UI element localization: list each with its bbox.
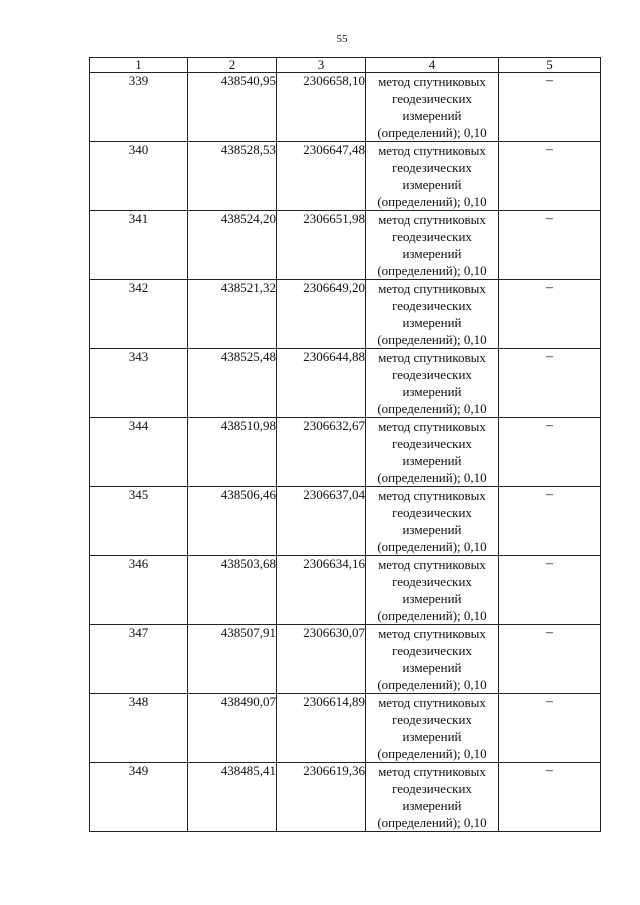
method-line: метод спутниковых — [378, 626, 486, 641]
x-coordinate-cell: 438525,48 — [188, 349, 277, 418]
column-header: 5 — [499, 58, 601, 73]
table-row — [90, 418, 601, 487]
column-header: 2 — [188, 58, 277, 73]
x-coordinate-cell: 438506,46 — [188, 487, 277, 556]
method-cell — [366, 763, 499, 832]
method-cell — [366, 73, 499, 142]
note-cell: – — [499, 73, 601, 142]
method-line: измерений — [402, 315, 462, 330]
method-line: (определений); 0,10 — [377, 263, 487, 278]
method-line: (определений); 0,10 — [377, 125, 487, 140]
method-line: (определений); 0,10 — [377, 608, 487, 623]
y-coordinate-cell: 2306632,67 — [277, 418, 366, 487]
table-row — [90, 73, 601, 142]
table-row — [90, 556, 601, 625]
y-coordinate-cell: 2306651,98 — [277, 211, 366, 280]
method-line: геодезических — [392, 367, 472, 382]
note-cell: – — [499, 625, 601, 694]
y-coordinate-cell: 2306644,88 — [277, 349, 366, 418]
y-coordinate-cell: 2306630,07 — [277, 625, 366, 694]
method-cell — [366, 211, 499, 280]
y-coordinate-cell: 2306647,48 — [277, 142, 366, 211]
point-number-cell: 349 — [90, 763, 188, 832]
method-line: метод спутниковых — [378, 350, 486, 365]
point-number-cell: 342 — [90, 280, 188, 349]
method-cell — [366, 556, 499, 625]
point-number-cell: 339 — [90, 73, 188, 142]
method-line: измерений — [402, 798, 462, 813]
method-line: (определений); 0,10 — [377, 677, 487, 692]
method-line: метод спутниковых — [378, 281, 486, 296]
method-cell — [366, 487, 499, 556]
table-row — [90, 349, 601, 418]
table-body — [90, 73, 601, 832]
table-row — [90, 280, 601, 349]
table-row — [90, 487, 601, 556]
point-number-cell: 344 — [90, 418, 188, 487]
method-cell — [366, 418, 499, 487]
table-row — [90, 694, 601, 763]
y-coordinate-cell: 2306658,10 — [277, 73, 366, 142]
method-line: метод спутниковых — [378, 764, 486, 779]
y-coordinate-cell: 2306637,04 — [277, 487, 366, 556]
method-line: метод спутниковых — [378, 557, 486, 572]
table-row — [90, 625, 601, 694]
y-coordinate-cell: 2306619,36 — [277, 763, 366, 832]
note-cell: – — [499, 211, 601, 280]
method-line: (определений); 0,10 — [377, 815, 487, 830]
method-line: метод спутниковых — [378, 695, 486, 710]
y-coordinate-cell: 2306614,89 — [277, 694, 366, 763]
table-row — [90, 763, 601, 832]
x-coordinate-cell: 438507,91 — [188, 625, 277, 694]
method-line: геодезических — [392, 91, 472, 106]
point-number-cell: 340 — [90, 142, 188, 211]
method-line: метод спутниковых — [378, 488, 486, 503]
method-line: геодезических — [392, 712, 472, 727]
method-line: измерений — [402, 177, 462, 192]
method-line: метод спутниковых — [378, 74, 486, 89]
x-coordinate-cell: 438521,32 — [188, 280, 277, 349]
method-cell — [366, 142, 499, 211]
column-header: 3 — [277, 58, 366, 73]
note-cell: – — [499, 142, 601, 211]
method-line: метод спутниковых — [378, 419, 486, 434]
method-line: геодезических — [392, 229, 472, 244]
method-line: (определений); 0,10 — [377, 746, 487, 761]
note-cell: – — [499, 556, 601, 625]
method-line: метод спутниковых — [378, 143, 486, 158]
x-coordinate-cell: 438540,95 — [188, 73, 277, 142]
method-line: геодезических — [392, 160, 472, 175]
method-line: измерений — [402, 660, 462, 675]
point-number-cell: 347 — [90, 625, 188, 694]
method-cell — [366, 349, 499, 418]
table-row — [90, 142, 601, 211]
method-cell — [366, 694, 499, 763]
method-line: измерений — [402, 453, 462, 468]
note-cell: – — [499, 487, 601, 556]
x-coordinate-cell: 438503,68 — [188, 556, 277, 625]
method-line: геодезических — [392, 574, 472, 589]
note-cell: – — [499, 418, 601, 487]
x-coordinate-cell: 438490,07 — [188, 694, 277, 763]
method-line: геодезических — [392, 643, 472, 658]
method-line: (определений); 0,10 — [377, 539, 487, 554]
x-coordinate-cell: 438485,41 — [188, 763, 277, 832]
y-coordinate-cell: 2306634,16 — [277, 556, 366, 625]
method-line: измерений — [402, 246, 462, 261]
note-cell: – — [499, 349, 601, 418]
page-number: 55 — [336, 33, 348, 45]
method-line: (определений); 0,10 — [377, 194, 487, 209]
method-line: геодезических — [392, 436, 472, 451]
column-header: 4 — [366, 58, 499, 73]
method-line: измерений — [402, 729, 462, 744]
method-line: измерений — [402, 108, 462, 123]
method-line: (определений); 0,10 — [377, 401, 487, 416]
method-line: измерений — [402, 591, 462, 606]
method-line: геодезических — [392, 505, 472, 520]
y-coordinate-cell: 2306649,20 — [277, 280, 366, 349]
method-line: (определений); 0,10 — [377, 470, 487, 485]
method-line: геодезических — [392, 298, 472, 313]
method-line: измерений — [402, 522, 462, 537]
point-number-cell: 348 — [90, 694, 188, 763]
method-line: измерений — [402, 384, 462, 399]
method-cell — [366, 280, 499, 349]
x-coordinate-cell: 438524,20 — [188, 211, 277, 280]
method-line: (определений); 0,10 — [377, 332, 487, 347]
method-cell — [366, 625, 499, 694]
point-number-cell: 341 — [90, 211, 188, 280]
point-number-cell: 346 — [90, 556, 188, 625]
point-number-cell: 345 — [90, 487, 188, 556]
method-line: метод спутниковых — [378, 212, 486, 227]
point-number-cell: 343 — [90, 349, 188, 418]
note-cell: – — [499, 694, 601, 763]
note-cell: – — [499, 280, 601, 349]
note-cell: – — [499, 763, 601, 832]
method-line: геодезических — [392, 781, 472, 796]
coordinates-table — [89, 57, 601, 832]
x-coordinate-cell: 438528,53 — [188, 142, 277, 211]
table-header-row — [90, 58, 601, 73]
x-coordinate-cell: 438510,98 — [188, 418, 277, 487]
table-row — [90, 211, 601, 280]
column-header: 1 — [90, 58, 188, 73]
